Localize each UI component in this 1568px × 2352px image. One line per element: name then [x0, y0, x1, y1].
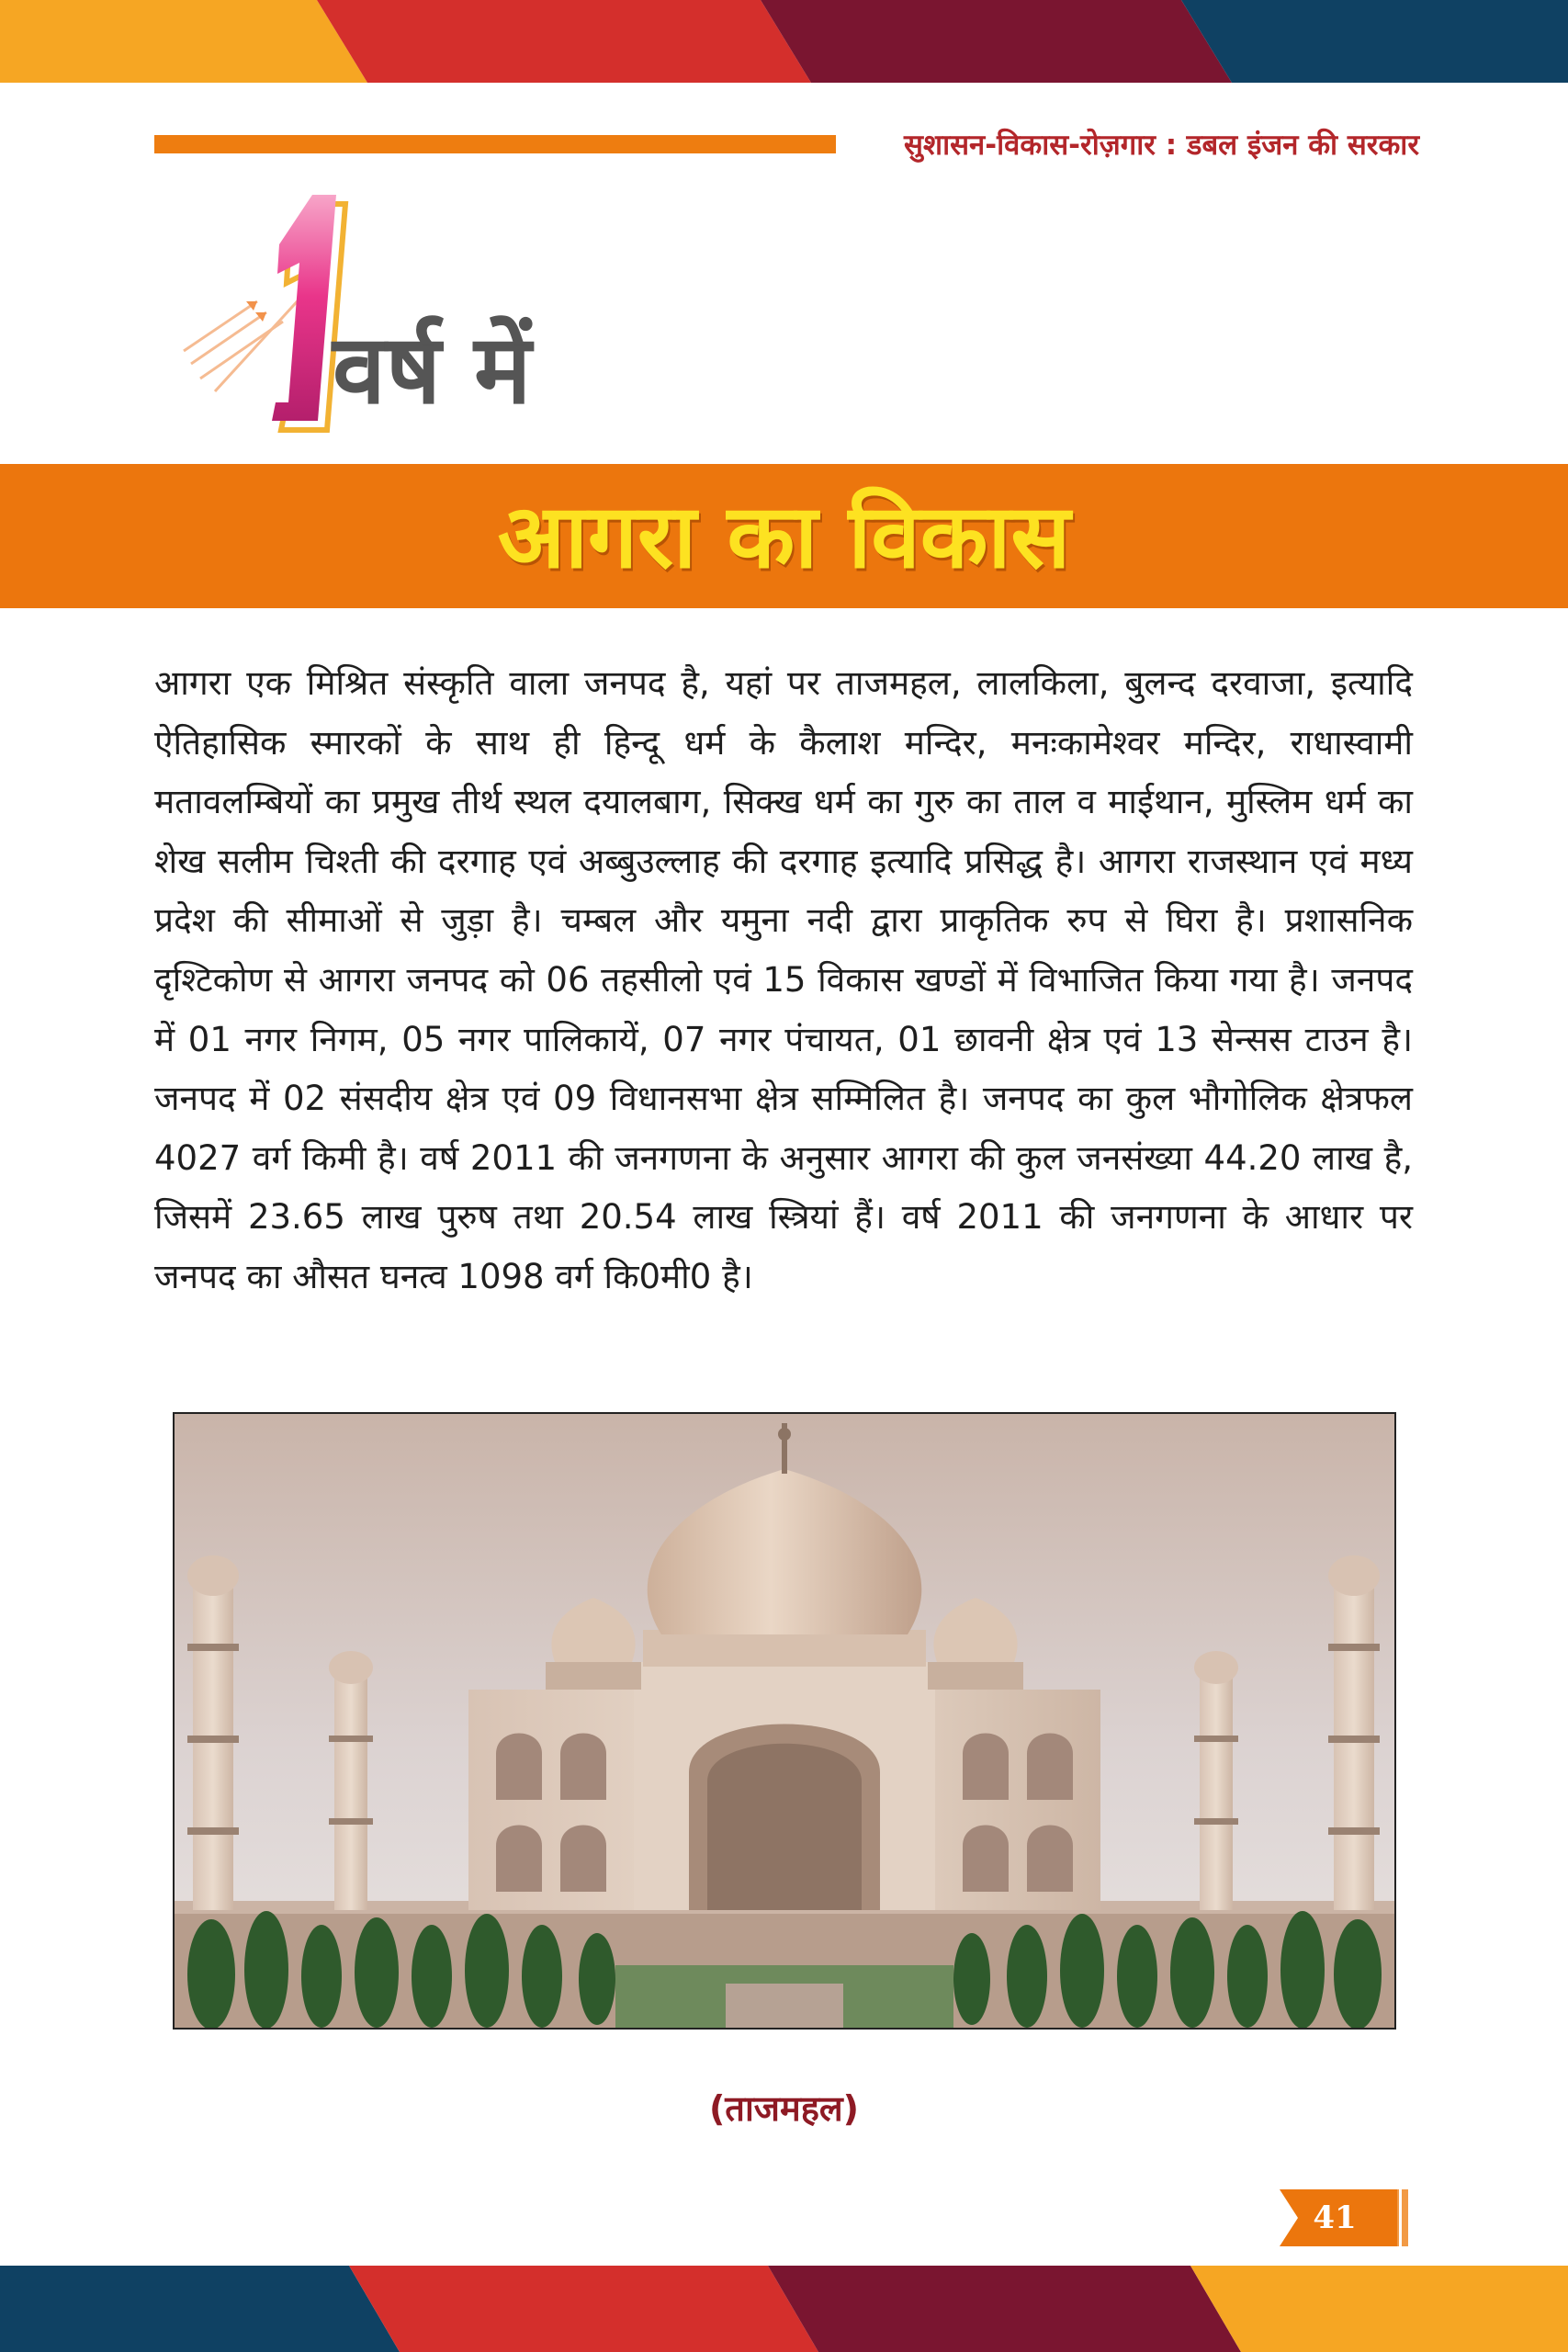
year-label: वर्ष में [333, 312, 532, 425]
top-decorative-band [0, 0, 1568, 83]
photo-caption: (ताजमहल) [708, 2088, 860, 2129]
taj-mahal-photo [173, 1412, 1396, 2030]
title-banner [0, 464, 1568, 608]
header-rule [154, 135, 836, 153]
bottom-decorative-band [0, 2266, 1568, 2348]
running-header: सुशासन-विकास-रोज़गार : डबल इंजन की सरकार [904, 129, 1419, 162]
page-title: आगरा का विकास [497, 484, 1071, 588]
body-paragraph: आगरा एक मिश्रित संस्कृति वाला जनपद है, यहां पर ताजमहल, लालकिला, बुलन्द दरवाजा, इत्यादि ऐतिहासिक स्मारकों के साथ ही हिन्दू धर्म के कैलाश मन्दिर, मनःकामेश्वर मन्दिर, राधास्वामी मतावलम्बियों का प्रमुख तीर्थ स्थल दयालबाग, सिक्ख धर्म का गुरु का ताल व माईथान, मुस्लिम धर्म का शेख सलीम चिश्ती की दरगाह एवं अब्बुउल्लाह की दरगाह इत्यादि प्रसिद्ध है। आगरा राजस्थान एवं मध्य प्रदेश की सीमाओं से जुड़ा है। चम्बल और यमुना नदी द्वारा प्राकृतिक रुप से घिरा है। प्रशासनिक दृश्टिकोण से आगरा जनपद को 06 तहसीलो एवं 15 विकास खण्डों में विभाजित किया गया है। जनपद में 01 नगर निगम, 05 नगर पालिकायें, 07 नगर पंचायत, 01 छावनी क्षेत्र एवं 13 सेन्सस टाउन है। जनपद में 02 संसदीय क्षेत्र एवं 09 विधानसभा क्षेत्र सम्मिलित है। जनपद का कुल भौगोलिक क्षेत्रफल 4027 वर्ग किमी है। वर्ष 2011 की जनगणना के अनुसार आगरा की कुल जनसंख्या 44.20 लाख है, जिसमें 23.65 लाख पुरुष तथा 20.54 लाख स्त्रियां हैं। वर्ष 2011 की जनगणना के आधार पर जनपद का औसत घनत्व 1098 वर्ग कि0मी0 है। [154, 663, 1413, 1296]
page-number: 41 [1313, 2199, 1357, 2236]
